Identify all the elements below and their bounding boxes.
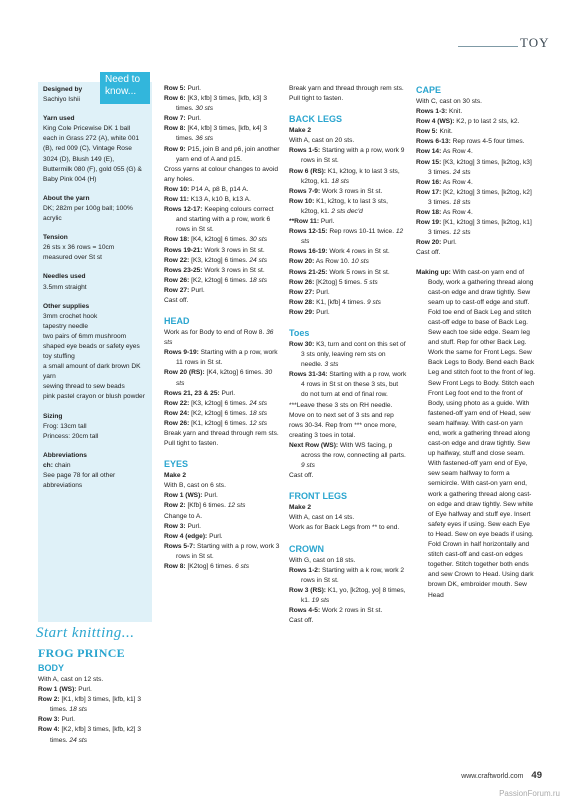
row-instruction: Purl.	[319, 218, 335, 226]
stitch-count: 18 sts	[247, 409, 267, 417]
row-label: Row 6 (RS):	[289, 167, 326, 175]
stitch-count: 30 sts	[247, 236, 267, 244]
pattern-row	[416, 117, 536, 127]
pattern-row	[164, 368, 282, 388]
row-label: Rows 9-19:	[164, 349, 199, 357]
row-instruction: Work as for Back Legs from ** to end.	[289, 524, 400, 532]
row-label: Row 30:	[289, 340, 315, 348]
row-label: Rows 1-3:	[416, 108, 448, 116]
row-label: Row 6:	[164, 95, 186, 103]
row-label: Row 4:	[38, 726, 60, 734]
pattern-row	[416, 218, 536, 238]
designed-heading: Designed by	[43, 86, 83, 93]
row-label: **Row 11:	[289, 218, 320, 226]
pattern-row	[289, 167, 407, 187]
row-label: Rows 23-25:	[164, 266, 203, 274]
pattern-row	[164, 94, 282, 114]
stitch-count: 24 sts	[451, 168, 471, 176]
row-label: Row 20 (RS):	[164, 369, 205, 377]
row-instruction: [K4, k2tog] 6 times.	[204, 369, 263, 377]
row-instruction: Purl.	[185, 115, 202, 123]
section-heading: CROWN	[289, 543, 324, 554]
stitch-count: 9 sts	[365, 298, 381, 306]
row-label: Rows 21-25:	[289, 268, 328, 276]
row-instruction: [K2tog] 5 times.	[314, 278, 362, 286]
row-label: Row 4 (WS):	[416, 118, 455, 126]
sizing-heading: Sizing	[43, 412, 63, 420]
supply-item: sewing thread to sew beads	[43, 383, 125, 391]
pattern-row	[416, 238, 536, 248]
pattern-row	[289, 616, 407, 626]
row-instruction: Starting with a p row, work 4 rows in St st on these 3 sts, but do not turn at end of final row.	[301, 371, 407, 399]
row-instruction: Work 5 rows in St st.	[327, 268, 390, 276]
row-instruction: With A, cast on 12 sts.	[38, 676, 104, 683]
row-instruction: Rep rows 10-11 twice.	[327, 228, 395, 236]
stitch-count: 18 sts	[329, 177, 350, 185]
row-instruction: Rep rows 4-5 four times.	[450, 138, 525, 146]
pattern-row	[416, 158, 536, 178]
row-label: Row 22:	[164, 399, 190, 407]
row-label: Row 8:	[164, 563, 186, 571]
row-label: Row 5:	[164, 85, 186, 92]
stitch-count: 30 sts	[193, 105, 214, 113]
row-label: Rows 16-19:	[289, 248, 328, 256]
stitch-count: 3 sts	[322, 361, 339, 369]
row-label: Row 1 (WS):	[38, 686, 77, 694]
pattern-row	[289, 268, 407, 278]
start-knitting-heading: Start knitting...	[36, 625, 135, 641]
yarn-heading: Yarn used	[43, 115, 75, 123]
pattern-row	[164, 562, 282, 572]
pattern-row	[416, 147, 536, 157]
row-instruction: [K3, k2tog] 6 times.	[189, 399, 248, 407]
stitch-count: 18 sts	[67, 706, 88, 714]
row-instruction: As Row 4.	[441, 178, 473, 186]
stitch-count: 12 sts	[451, 229, 471, 237]
row-label: Row 19:	[416, 219, 442, 227]
row-label: Row 9:	[164, 145, 186, 153]
row-instruction: [K3, k2tog] 3 times, [k2tog, k3] 3 times.	[428, 158, 532, 176]
pattern-row	[289, 278, 407, 288]
pattern-row	[38, 695, 156, 715]
pattern-row	[38, 675, 156, 685]
pattern-row	[164, 145, 282, 165]
stitch-count: 5 sts	[361, 278, 378, 286]
row-instruction: Cast off.	[416, 249, 441, 257]
row-instruction: Work as for Body to end of Row 8.	[164, 329, 265, 337]
pattern-row	[164, 389, 282, 399]
stitch-count: 12 sts	[225, 502, 246, 510]
row-label: Rows 4-5:	[289, 607, 321, 615]
row-label: Row 27:	[164, 286, 190, 294]
tension-text: 26 sts x 36 rows = 10cm measured over St st	[43, 244, 115, 262]
pattern-row	[164, 429, 282, 449]
stitch-count: 9 sts	[301, 462, 315, 470]
pattern-row	[289, 370, 407, 400]
row-instruction: [K3, k2tog] 6 times.	[189, 256, 248, 264]
page-number: 49	[531, 770, 542, 781]
row-label: Row 2:	[38, 696, 60, 704]
row-label: Row 1 (WS):	[164, 492, 203, 500]
row-label: Rows 7-9:	[289, 187, 321, 195]
row-label: Row 29:	[289, 308, 315, 316]
row-instruction: [K2, kfb] 3 times, [kfb, k2] 3 times.	[50, 726, 141, 744]
stitch-count: 12 sts	[247, 419, 267, 427]
need-to-know-badge: Need to know...	[100, 72, 150, 104]
row-label: Row 3 (RS):	[289, 586, 326, 594]
pattern-row	[164, 286, 282, 296]
about-yarn-text: DK; 282m per 100g ball; 100% acrylic	[43, 204, 133, 223]
pattern-row	[38, 715, 156, 725]
row-instruction: Keeping colours correct and starting with a p row, work 6 rows in St st.	[176, 206, 274, 234]
row-label: Row 24:	[164, 409, 190, 417]
pattern-row	[289, 288, 407, 298]
row-label: Rows 21, 23 & 25:	[164, 389, 220, 397]
page-footer	[461, 771, 542, 782]
pattern-row	[164, 195, 282, 205]
pattern-row	[289, 566, 407, 586]
section-tag	[458, 36, 566, 54]
pattern-row	[289, 556, 407, 566]
row-label: Row 5:	[416, 128, 438, 136]
supply-item: two pairs of 6mm mushroom shaped eye beads or safety eyes	[43, 332, 140, 350]
row-instruction: [Kfb] 6 times.	[185, 502, 226, 510]
row-instruction: As Row 4.	[441, 209, 473, 217]
row-instruction: K1, k2tog, k to last 3 sts, k2tog, k1.	[301, 167, 400, 185]
pattern-row	[289, 227, 407, 247]
make-count: Make 2	[289, 127, 311, 135]
pattern-row	[164, 348, 282, 368]
row-instruction: Purl.	[185, 522, 202, 530]
pattern-row	[38, 685, 156, 695]
row-instruction: ***Leave these 3 sts on RH needle. Move on to next set of 3 sts and rep rows 30-34. Rep from *** once more, creating 3 toes in total.	[289, 401, 397, 439]
stitch-count: 18 sts	[247, 276, 267, 284]
pattern-row	[164, 235, 282, 245]
row-instruction: Purl.	[314, 308, 330, 316]
row-label: Row 11:	[164, 196, 189, 204]
row-label: Row 10:	[289, 197, 315, 205]
pattern-row	[289, 308, 407, 318]
about-yarn-heading: About the yarn	[43, 194, 90, 202]
yarn-text: King Cole Pricewise DK 1 ball each in Grass 272 (A), white 001 (B), red 009 (C), Vintage Rose 3024 (D), Blush 149 (E), Buttermilk 080 (F), gold 055 (G) & Baby Pink 004 (H)	[43, 125, 142, 183]
row-instruction: [K1, kfb] 3 times, [kfb, k1] 3 times.	[50, 696, 141, 714]
row-instruction: [K2, k2tog] 3 times, [k2tog, k2] 3 times.	[428, 188, 532, 206]
row-instruction: Work 3 rows in St st.	[202, 266, 265, 274]
row-instruction: Cast off.	[289, 472, 314, 480]
supplies-list	[43, 312, 145, 403]
pattern-row	[164, 266, 282, 276]
row-instruction: K2, p to last 2 sts, k2.	[454, 118, 520, 126]
pattern-row	[164, 165, 282, 185]
pattern-row	[164, 246, 282, 256]
pattern-row	[289, 606, 407, 616]
row-instruction: Cast off.	[164, 296, 189, 304]
pattern-row	[289, 187, 407, 197]
footer-website: www.craftworld.com	[461, 773, 524, 780]
need-to-know-content	[43, 85, 145, 491]
row-instruction: Purl.	[76, 686, 92, 694]
pattern-row	[289, 146, 407, 166]
row-label: Row 10:	[164, 185, 190, 193]
supplies-heading: Other supplies	[43, 302, 90, 310]
pattern-row	[164, 409, 282, 419]
stitch-count: 12 sts	[301, 228, 404, 246]
row-instruction: K1, [kfb] 4 times.	[314, 298, 366, 306]
pattern-row	[164, 256, 282, 266]
abbreviation-meaning: chain	[54, 461, 71, 469]
pattern-row	[416, 178, 536, 188]
pattern-row	[164, 296, 282, 306]
row-instruction: Purl.	[202, 492, 218, 500]
sizing-princess: Princess: 20cm tall	[43, 432, 99, 440]
pattern-row	[289, 523, 407, 533]
supply-item: toy stuffing	[43, 353, 75, 361]
stitch-count: 10 sts	[349, 258, 369, 266]
pattern-row	[289, 401, 407, 441]
row-label: Rows 19-21:	[164, 246, 203, 254]
row-instruction: [K2, k2tog] 6 times.	[189, 276, 248, 284]
pattern-row	[289, 340, 407, 370]
pattern-row	[164, 522, 282, 532]
supply-item: tapestry needle	[43, 322, 89, 330]
paragraph-gap	[416, 259, 536, 268]
row-label: Rows 12-17:	[164, 206, 203, 214]
row-instruction: Purl.	[59, 716, 76, 724]
pattern-row	[38, 725, 156, 745]
pattern-row	[164, 84, 282, 94]
pattern-row	[289, 513, 407, 523]
row-instruction: With B, cast on 6 sts.	[164, 482, 226, 490]
watermark: PassionForum.ru	[499, 789, 560, 798]
row-instruction: As Row 4.	[441, 148, 473, 156]
section-heading: EYES	[164, 459, 189, 470]
needles-heading: Needles used	[43, 273, 86, 281]
row-instruction: Starting with a p row, work 11 rows in St st.	[176, 349, 278, 367]
row-label: Row 22:	[164, 256, 190, 264]
stitch-count: 19 sts	[309, 596, 330, 604]
stitch-count: 36 sts	[193, 135, 214, 143]
row-label: Row 26:	[289, 278, 315, 286]
supply-item: a small amount of dark brown DK yarn	[43, 363, 141, 381]
row-label: Rows 1-5:	[289, 147, 321, 155]
row-instruction: Starting with a p row, work 3 rows in St st.	[176, 542, 280, 560]
supply-item: 3mm crochet hook	[43, 312, 98, 320]
pattern-column-3	[289, 84, 407, 626]
section-heading: Toes	[289, 327, 310, 338]
row-instruction: Work 3 rows in St st.	[202, 246, 265, 254]
row-label: Row 14:	[416, 148, 442, 156]
pattern-row	[416, 188, 536, 208]
row-label: Row 3:	[164, 522, 186, 530]
pattern-row	[416, 268, 536, 601]
section-tag-label: TOY	[520, 35, 550, 50]
pattern-row	[416, 137, 536, 147]
pattern-row	[164, 532, 282, 542]
abbreviations-heading: Abbreviations	[43, 451, 87, 459]
stitch-count: 24 sts	[247, 256, 267, 264]
row-instruction: With A, cast on 20 sts.	[289, 137, 355, 145]
abbreviation-chain	[43, 461, 145, 471]
stitch-count: 6 sts	[233, 563, 250, 571]
pattern-row	[416, 127, 536, 137]
pattern-row	[164, 205, 282, 235]
stitch-count: 30 sts	[176, 369, 273, 387]
row-instruction: With cast-on yarn end of Body, work a gathering thread along cast-on edge and draw tightly. Sew seam up to cast-off edge and stuff. Fold toe end of Back Leg and stitch cast-off edge to base of Back Leg. Sew each toe side edge. Seam leg and stuff. Rep for other Back Leg. Work the same for Front Legs. Sew Back Legs to Body. Bend each Back Leg and stitch foot to the front of leg. Sew Front Legs to Body. Stitch each Front Leg foot end to the front of Body, using photo as a guide. With fastened-off yarn end of Head, sew seam halfway. With cast-on yarn end, work a gathering thread along cast-on edge and draw tightly. Sew up halfway, stuff and close seam. With fastened-off yarn end of Eye, sew seam halfway to form a semicircle. With cast-on yarn end, work a gathering thread along cast-on edge and draw tightly. Sew white of Eye halfway and stuff eye. Insert safety eyes if using. Sew each Eye to Head. Sew on eye beads if using. Fold Crown in half horizontally and stitch cast-off and cast-on edges together. Stitch together both ends and sew Crown to Head. Using dark brown DK, embroider mouth. Sew Head	[428, 268, 536, 599]
row-instruction: Work 4 rows in St st.	[327, 248, 390, 256]
designer-name: Sachiyo Ishii	[43, 96, 81, 104]
pattern-row	[164, 185, 282, 195]
pattern-row	[289, 84, 407, 104]
row-instruction: [K3, kfb] 3 times, [kfb, k3] 3 times.	[176, 95, 267, 113]
pattern-row	[289, 441, 407, 471]
row-instruction: Purl.	[189, 286, 205, 294]
pattern-row	[289, 217, 407, 227]
pattern-row	[416, 97, 536, 107]
row-instruction: [K4, kfb] 3 times, [kfb, k4] 3 times.	[176, 125, 267, 143]
row-label: Row 18:	[164, 236, 190, 244]
section-heading: BACK LEGS	[289, 114, 343, 125]
pattern-row	[289, 257, 407, 267]
needles-text: 3.5mm straight	[43, 283, 87, 291]
row-instruction: K3, turn and cont on this set of 3 sts only, leaving rem sts on needle.	[301, 340, 406, 369]
row-instruction: K13 A, k10 B, k13 A.	[188, 196, 251, 204]
pattern-row	[164, 399, 282, 409]
frog-prince-title: FROG PRINCE	[38, 646, 125, 660]
row-instruction: P14 A, p8 B, p14 A.	[189, 185, 249, 193]
pattern-row	[164, 276, 282, 286]
pattern-row	[164, 114, 282, 124]
row-instruction: P15, join B and p6, join another yarn end of A and p15.	[176, 145, 280, 163]
abbreviations-see-page: See page 78 for all other abbreviations	[43, 472, 116, 490]
row-label: Row 15:	[416, 158, 442, 166]
sizing-frog: Frog: 13cm tall	[43, 422, 87, 430]
row-instruction: With A, cast on 14 sts.	[289, 514, 355, 522]
row-label: Row 3:	[38, 716, 60, 724]
row-instruction: [K2, k2tog] 6 times.	[189, 409, 248, 417]
row-label: Row 26:	[164, 419, 190, 427]
section-heading: HEAD	[164, 316, 190, 327]
pattern-row	[289, 586, 407, 606]
pattern-row	[164, 512, 282, 522]
row-label: Row 4 (edge):	[164, 532, 208, 540]
row-instruction: Cast off.	[289, 617, 314, 625]
pattern-column-4	[416, 84, 536, 601]
row-label: Making up:	[416, 268, 451, 276]
row-instruction: [K2tog] 6 times.	[185, 563, 234, 571]
pattern-row	[289, 197, 407, 217]
make-count: Make 2	[289, 504, 311, 512]
pattern-row	[416, 107, 536, 117]
row-label: Row 27:	[289, 288, 315, 296]
row-label: Row 28:	[289, 298, 315, 306]
section-heading: CAPE	[416, 85, 442, 95]
row-label: Row 20:	[416, 239, 442, 247]
pattern-row	[164, 419, 282, 429]
supply-item: pink pastel crayon or blush powder	[43, 393, 145, 401]
pattern-row	[289, 136, 407, 146]
row-label: Rows 31-34:	[289, 371, 328, 379]
row-label: Row 17:	[416, 188, 442, 196]
row-instruction: K1, yo, [k2tog, yo] 8 times, k1.	[301, 586, 406, 604]
row-instruction: Cross yarns at colour changes to avoid any holes.	[164, 165, 278, 183]
row-label: Row 18:	[416, 209, 442, 217]
make-count: Make 2	[164, 472, 186, 480]
pattern-column-2	[164, 84, 282, 572]
pattern-row	[164, 501, 282, 511]
pattern-row	[416, 208, 536, 218]
row-instruction: Purl.	[219, 389, 236, 397]
abbreviation-term: ch:	[43, 461, 53, 469]
stitch-count: 18 sts	[451, 198, 471, 206]
pattern-row	[289, 247, 407, 257]
row-instruction: Starting with a p row, work 9 rows in St st.	[301, 147, 405, 165]
row-instruction: As Row 10.	[314, 258, 350, 266]
row-instruction: Purl.	[441, 239, 457, 247]
row-instruction: Starting with a k row, work 2 rows in St st.	[301, 566, 405, 584]
pattern-row	[416, 248, 536, 258]
row-instruction: With C, cast on 30 sts.	[416, 98, 482, 105]
row-label: Row 20:	[289, 258, 315, 266]
row-instruction: Purl.	[207, 532, 223, 540]
row-label: Row 7:	[164, 115, 186, 123]
pattern-row	[164, 481, 282, 491]
row-instruction: With G, cast on 18 sts.	[289, 556, 356, 564]
row-label: Row 8:	[164, 125, 186, 133]
row-label: Rows 12-15:	[289, 228, 328, 236]
row-instruction: K1, k2tog, k to last 3 sts, k2tog, k1.	[301, 197, 388, 215]
pattern-row	[164, 328, 282, 348]
pattern-row	[164, 491, 282, 501]
row-label: Row 26:	[164, 276, 190, 284]
section-tag-rule	[458, 46, 518, 47]
stitch-count: 24 sts	[247, 399, 267, 407]
row-label: Next Row (WS):	[289, 441, 339, 449]
row-instruction: [K1, k2tog] 6 times.	[189, 419, 248, 427]
row-label: Rows 6-13:	[416, 138, 451, 146]
pattern-row	[164, 124, 282, 144]
row-instruction: Knit.	[447, 108, 463, 116]
row-label: Row 2:	[164, 502, 186, 510]
row-instruction: Change to A.	[164, 512, 203, 520]
row-instruction: Purl.	[185, 85, 202, 92]
row-instruction: Purl.	[314, 288, 330, 296]
pattern-row	[289, 471, 407, 481]
pattern-row	[164, 542, 282, 562]
tension-heading: Tension	[43, 234, 68, 242]
section-heading: FRONT LEGS	[289, 491, 347, 502]
row-instruction: Work 3 rows in St st.	[320, 187, 383, 195]
body-rows	[38, 675, 156, 746]
row-instruction: Knit.	[437, 128, 453, 136]
body-section	[38, 662, 156, 746]
pattern-row	[289, 298, 407, 308]
row-instruction: Break yarn and thread through rem sts. Pull tight to fasten.	[289, 85, 404, 103]
body-heading: BODY	[38, 663, 65, 673]
stitch-count: 36 sts	[164, 329, 274, 347]
row-instruction: Work 2 rows in St st.	[320, 607, 383, 615]
row-instruction: With WS facing, p across the row, connecting all parts.	[301, 441, 406, 459]
stitch-count: 2 sts dec'd	[329, 207, 363, 215]
row-instruction: [K4, k2tog] 6 times.	[189, 236, 248, 244]
row-instruction: Break yarn and thread through rem sts. Pull tight to fasten.	[164, 430, 279, 448]
row-label: Rows 1-2:	[289, 566, 321, 574]
row-label: Rows 5-7:	[164, 542, 196, 550]
row-instruction: [K1, k2tog] 3 times, [k2tog, k1] 3 times.	[428, 219, 532, 237]
stitch-count: 24 sts	[67, 736, 88, 744]
row-label: Row 16:	[416, 178, 442, 186]
